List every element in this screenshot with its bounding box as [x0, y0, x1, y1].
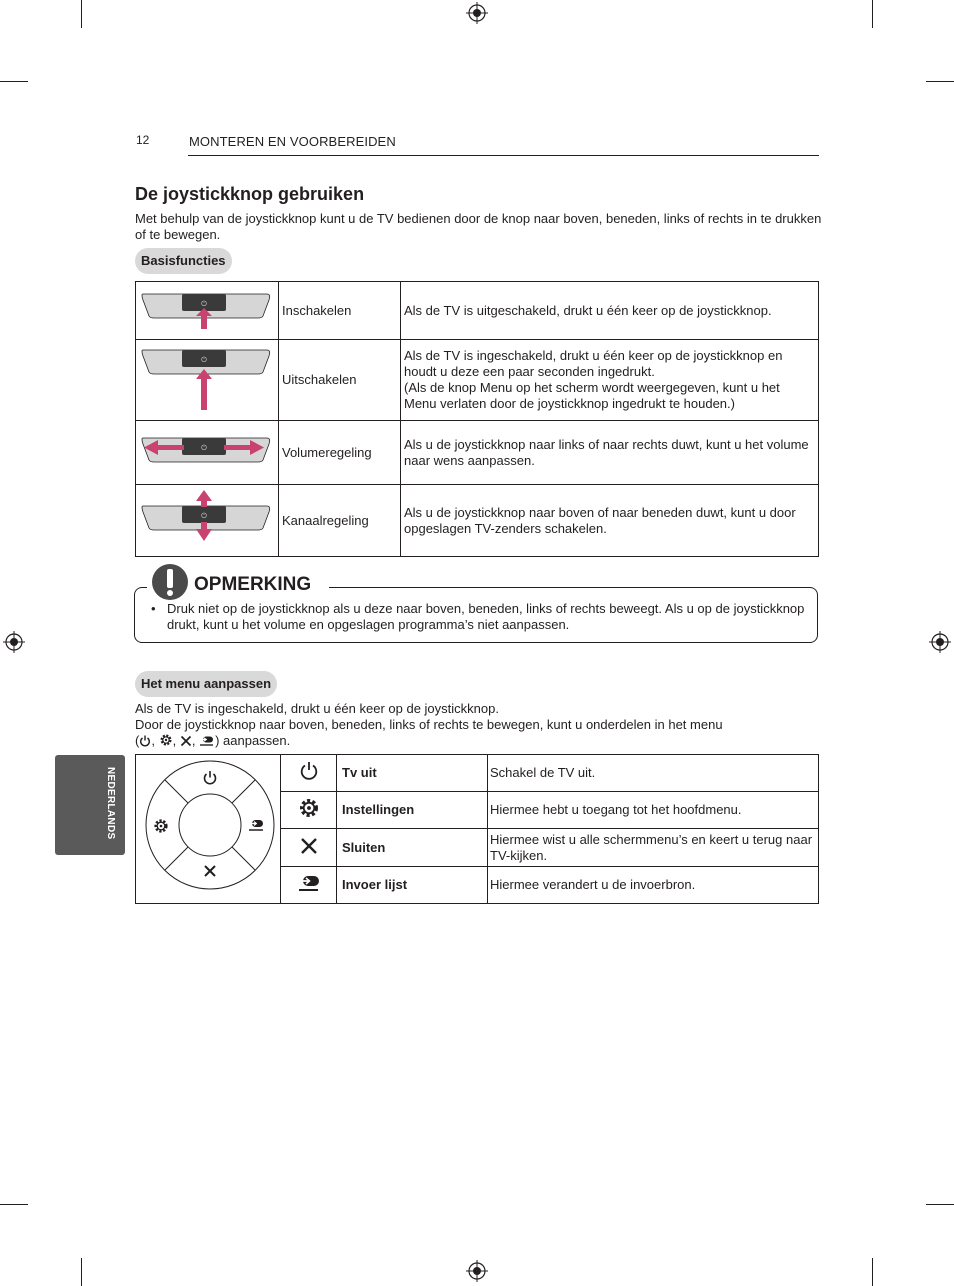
basic-functions-table	[135, 281, 819, 557]
menu-item-label: Instellingen	[337, 792, 488, 829]
joystick-up-down-icon	[136, 485, 279, 557]
table-row	[136, 755, 819, 792]
svg-text:⏻: ⏻	[201, 357, 207, 364]
page-number: 12	[136, 133, 150, 147]
menu-item-desc: Hiermee verandert u de invoerbron.	[488, 867, 819, 904]
section-label-basisfuncties: Basisfuncties	[135, 248, 232, 274]
header-rule	[188, 155, 819, 156]
power-icon	[139, 735, 151, 747]
power-icon	[281, 755, 337, 792]
page-title: De joystickknop gebruiken	[135, 184, 365, 204]
joystick-hold-icon	[136, 340, 279, 421]
joystick-press-icon	[136, 282, 279, 340]
function-name: Uitschakelen	[279, 340, 401, 421]
language-tab-label: NEDERLANDS	[105, 767, 116, 840]
input-icon	[281, 867, 337, 904]
menu-item-label: Sluiten	[337, 829, 488, 867]
function-desc: Als de TV is ingeschakeld, drukt u één keer op de joystickknop en houdt u deze een paar seconden ingedrukt. (Als de knop Menu op het scherm wordt weergegeven, kunt u het Menu verlaten door de joystickknop ingedrukt te houden.)	[401, 340, 819, 421]
menu-item-label: Invoer lijst	[337, 867, 488, 904]
table-row	[136, 485, 819, 557]
menu-paragraph	[135, 701, 825, 749]
close-icon	[180, 735, 192, 747]
registration-mark-icon	[466, 1260, 488, 1282]
note-bullet: •	[151, 601, 156, 616]
menu-item-desc: Hiermee wist u alle schermmenu’s en keert u terug naar TV-kijken.	[488, 829, 819, 867]
function-name: Volumeregeling	[279, 421, 401, 485]
svg-text:⏻: ⏻	[201, 445, 207, 452]
menu-item-desc: Schakel de TV uit.	[488, 755, 819, 792]
function-desc: Als u de joystickknop naar boven of naar beneden duwt, kunt u door opgeslagen TV-zenders schakelen.	[401, 485, 819, 557]
joystick-left-right-icon	[136, 421, 279, 485]
registration-mark-icon	[466, 2, 488, 24]
menu-table	[135, 754, 819, 904]
section-label-menu: Het menu aanpassen	[135, 671, 277, 697]
table-row	[136, 282, 819, 340]
svg-text:⏻: ⏻	[201, 513, 207, 520]
table-row	[136, 340, 819, 421]
note-title: OPMERKING	[194, 574, 312, 595]
registration-mark-icon	[929, 631, 951, 653]
joystick-menu-diagram	[136, 755, 281, 904]
intro-paragraph: Met behulp van de joystickknop kunt u de TV bedienen door de knop naar boven, beneden, links of rechts in te drukken of te bewegen.	[135, 211, 822, 242]
running-header: MONTEREN EN VOORBEREIDEN	[189, 134, 396, 149]
table-row	[136, 421, 819, 485]
function-desc: Als u de joystickknop naar links of naar rechts duwt, kunt u het volume naar wens aanpassen.	[401, 421, 819, 485]
registration-mark-icon	[3, 631, 25, 653]
menu-line-2: Door de joystickknop naar boven, beneden, links of rechts te bewegen, kunt u onderdelen in het menu	[135, 717, 723, 732]
menu-line-1: Als de TV is ingeschakeld, drukt u één keer op de joystickknop.	[135, 701, 499, 716]
function-name: Inschakelen	[279, 282, 401, 340]
close-icon	[281, 829, 337, 867]
exclamation-icon	[151, 563, 189, 601]
function-desc: Als de TV is uitgeschakeld, drukt u één keer op de joystickknop.	[401, 282, 819, 340]
gear-icon	[159, 733, 173, 747]
menu-item-label: Tv uit	[337, 755, 488, 792]
menu-item-desc: Hiermee hebt u toegang tot het hoofdmenu.	[488, 792, 819, 829]
menu-line-3: ( , , , ) aanpassen.	[135, 733, 291, 748]
svg-text:⏻: ⏻	[201, 301, 207, 308]
note-text: Druk niet op de joystickknop als u deze naar boven, beneden, links of rechts beweegt. Als u op de joystickknop drukt, kunt u het volume en opgeslagen programma’s niet aanpassen.	[167, 601, 805, 632]
input-icon	[199, 735, 215, 747]
gear-icon	[281, 792, 337, 829]
function-name: Kanaalregeling	[279, 485, 401, 557]
